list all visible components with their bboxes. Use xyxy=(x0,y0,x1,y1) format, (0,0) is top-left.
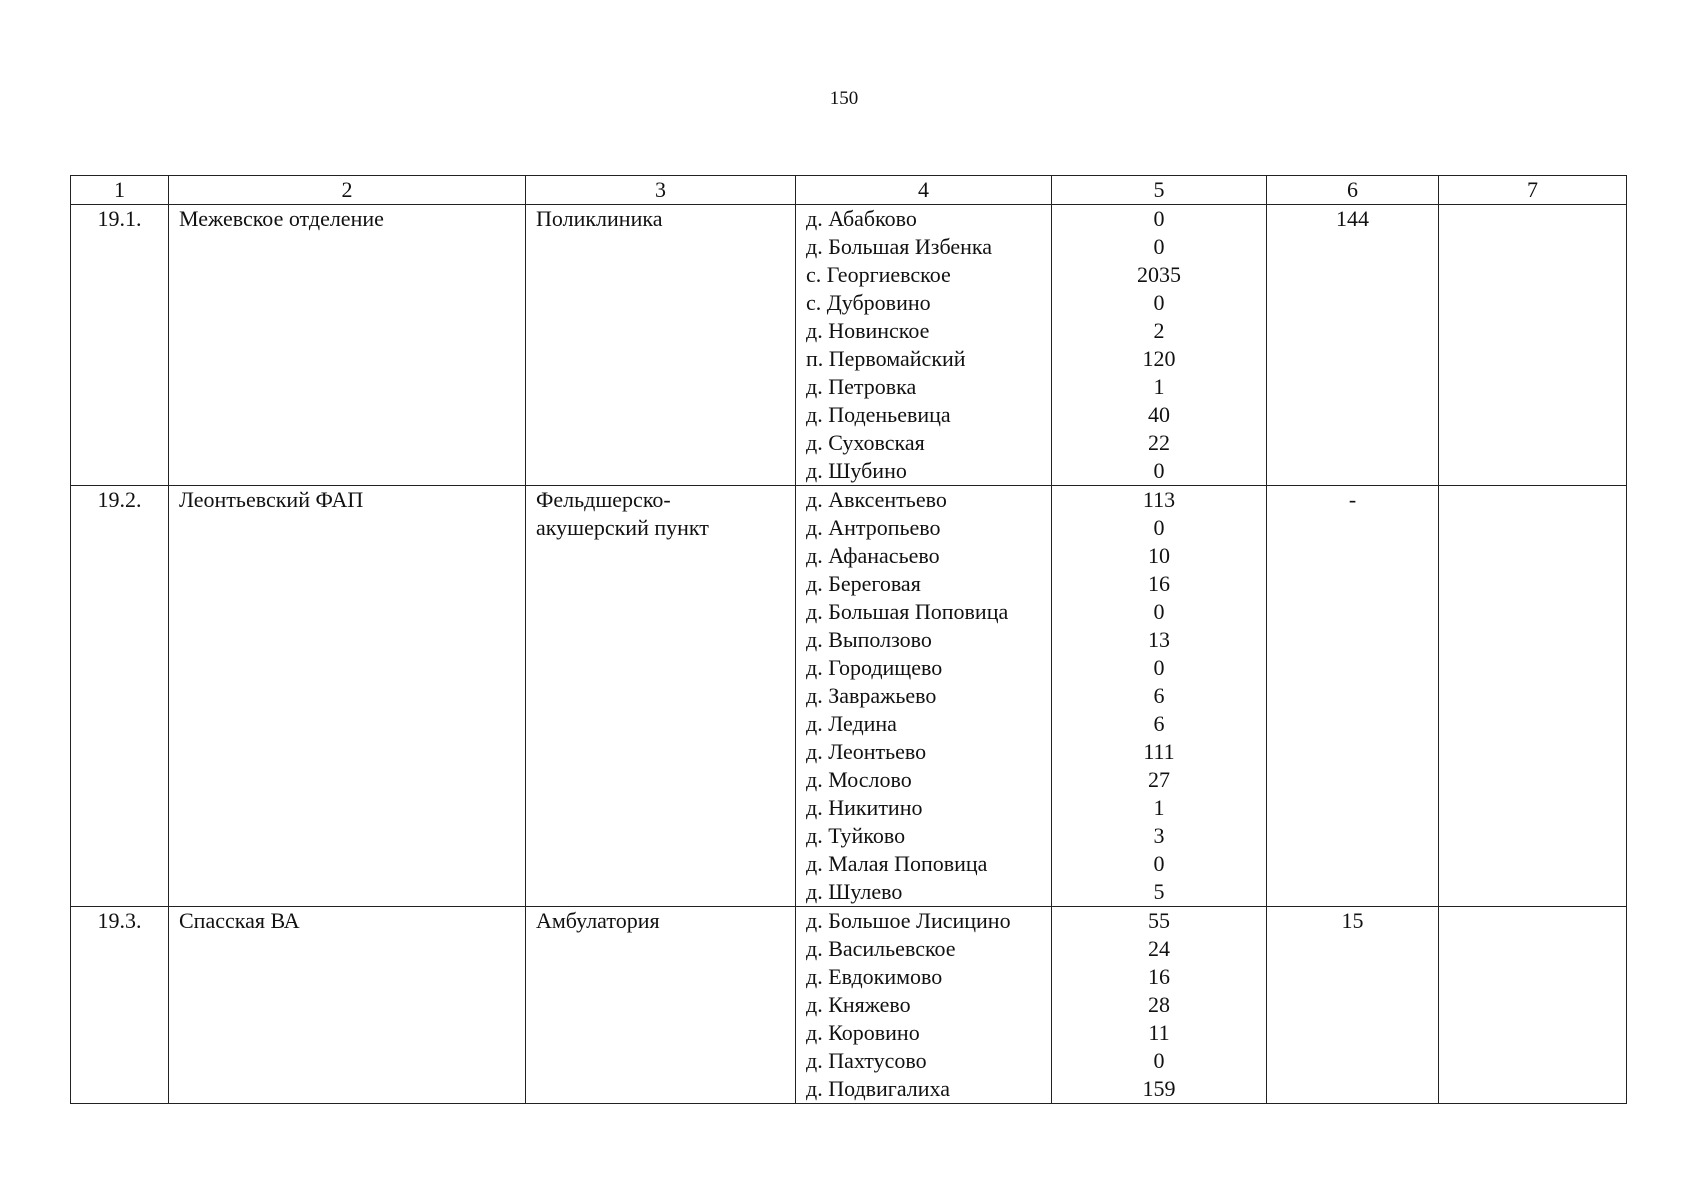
population-value: 10 xyxy=(1148,543,1170,568)
population-value: 1 xyxy=(1153,374,1165,399)
population-value: 0 xyxy=(1153,206,1165,231)
settlement-name: с. Дубровино xyxy=(806,290,931,315)
population-value: 113 xyxy=(1142,487,1176,512)
settlement-name: д. Туйково xyxy=(806,823,906,848)
facility-name: Межевское отделение xyxy=(179,206,384,231)
population-value: 6 xyxy=(1153,683,1165,708)
col6-value: - xyxy=(1348,487,1357,512)
population-value: 0 xyxy=(1153,599,1165,624)
header-col-2: 2 xyxy=(169,176,526,205)
facility-type-cell xyxy=(526,205,796,486)
settlement-name: с. Георгиевское xyxy=(806,262,951,287)
settlements-cell xyxy=(796,205,1052,486)
settlement-name: д. Подвигалиха xyxy=(806,1076,951,1101)
header-col-1: 1 xyxy=(71,176,169,205)
table-row xyxy=(71,205,1627,486)
col6-cell xyxy=(1267,205,1439,486)
facility-name-cell xyxy=(169,486,526,907)
facility-name-cell xyxy=(169,205,526,486)
settlement-name: д. Антропьево xyxy=(806,515,941,540)
settlement-name: д. Малая Поповица xyxy=(806,851,988,876)
col7-value xyxy=(1439,486,1626,514)
facility-type-cell xyxy=(526,907,796,1104)
population-value: 1 xyxy=(1153,795,1165,820)
col7-value xyxy=(1439,907,1626,935)
settlement-name: д. Мослово xyxy=(806,767,912,792)
facility-name: Спасская ВА xyxy=(179,908,300,933)
settlement-name: д. Евдокимово xyxy=(806,964,943,989)
row-number: 19.3. xyxy=(97,908,142,933)
population-value: 120 xyxy=(1142,346,1176,371)
population-value: 0 xyxy=(1153,851,1165,876)
settlement-name: д. Коровино xyxy=(806,1020,920,1045)
row-number-cell xyxy=(71,486,169,907)
population-cell xyxy=(1052,205,1267,486)
settlement-name: д. Афанасьево xyxy=(806,543,940,568)
facility-type-cell xyxy=(526,486,796,907)
facility-name-cell xyxy=(169,907,526,1104)
col7-value xyxy=(1439,205,1626,233)
population-value: 0 xyxy=(1153,655,1165,680)
col6-cell xyxy=(1267,907,1439,1104)
settlement-name: д. Леонтьево xyxy=(806,739,927,764)
col7-cell xyxy=(1439,486,1627,907)
settlement-name: д. Новинское xyxy=(806,318,930,343)
facility-type-line: акушерский пункт xyxy=(536,515,709,540)
table-row xyxy=(71,907,1627,1104)
col6-value: 15 xyxy=(1341,908,1364,933)
population-value: 0 xyxy=(1153,515,1165,540)
population-value: 159 xyxy=(1142,1076,1176,1101)
population-value: 0 xyxy=(1153,290,1165,315)
settlements-cell xyxy=(796,907,1052,1104)
col7-cell xyxy=(1439,205,1627,486)
header-col-3: 3 xyxy=(526,176,796,205)
header-col-7: 7 xyxy=(1439,176,1627,205)
settlement-name: д. Княжево xyxy=(806,992,911,1017)
population-value: 24 xyxy=(1148,936,1170,961)
population-value: 22 xyxy=(1148,430,1170,455)
settlement-name: д. Большая Избенка xyxy=(806,234,993,259)
row-number-cell xyxy=(71,907,169,1104)
settlement-name: д. Береговая xyxy=(806,571,921,596)
header-col-6: 6 xyxy=(1267,176,1439,205)
settlement-name: д. Большая Поповица xyxy=(806,599,1009,624)
header-col-5: 5 xyxy=(1052,176,1267,205)
settlement-name: д. Суховская xyxy=(806,430,925,455)
population-value: 28 xyxy=(1148,992,1170,1017)
settlement-name: д. Абабково xyxy=(806,206,917,231)
population-cell xyxy=(1052,907,1267,1104)
settlements-cell xyxy=(796,486,1052,907)
settlement-name: д. Завражьево xyxy=(806,683,937,708)
population-value: 0 xyxy=(1153,458,1165,483)
settlement-name: д. Поденьевица xyxy=(806,402,951,427)
population-value: 13 xyxy=(1148,627,1170,652)
population-value: 0 xyxy=(1153,1048,1165,1073)
col7-cell xyxy=(1439,907,1627,1104)
settlements-table xyxy=(70,175,1627,1104)
population-value: 111 xyxy=(1143,739,1175,764)
population-value: 55 xyxy=(1148,908,1170,933)
population-value: 6 xyxy=(1153,711,1165,736)
settlement-name: д. Васильевское xyxy=(806,936,956,961)
row-number: 19.2. xyxy=(97,487,142,512)
facility-type-line: Фельдшерско- xyxy=(536,487,671,512)
col6-cell xyxy=(1267,486,1439,907)
settlement-name: д. Никитино xyxy=(806,795,923,820)
col6-value: 144 xyxy=(1336,206,1369,231)
facility-name: Леонтьевский ФАП xyxy=(179,487,364,512)
population-value: 40 xyxy=(1148,402,1170,427)
population-value: 0 xyxy=(1153,234,1165,259)
population-value: 2035 xyxy=(1137,262,1181,287)
facility-type-line: Амбулатория xyxy=(536,908,660,933)
header-row xyxy=(71,176,1627,205)
table-body xyxy=(71,205,1627,1104)
settlement-name: д. Выползово xyxy=(806,627,932,652)
population-value: 11 xyxy=(1148,1020,1170,1045)
header-col-4: 4 xyxy=(796,176,1052,205)
settlement-name: д. Шулево xyxy=(806,879,903,904)
population-value: 3 xyxy=(1153,823,1165,848)
page-number: 150 xyxy=(829,88,859,109)
population-cell xyxy=(1052,486,1267,907)
row-number: 19.1. xyxy=(97,206,142,231)
settlement-name: д. Большое Лисицино xyxy=(806,908,1011,933)
settlement-name: п. Первомайский xyxy=(806,346,966,371)
settlement-name: д. Пахтусово xyxy=(806,1048,927,1073)
settlement-name: д. Авксентьево xyxy=(806,487,947,512)
settlement-name: д. Городищево xyxy=(806,655,943,680)
row-number-cell xyxy=(71,205,169,486)
table-row xyxy=(71,486,1627,907)
population-value: 16 xyxy=(1148,964,1170,989)
population-value: 16 xyxy=(1148,571,1170,596)
settlement-name: д. Ледина xyxy=(806,711,897,736)
settlement-name: д. Петровка xyxy=(806,374,917,399)
population-value: 5 xyxy=(1153,879,1165,904)
settlement-name: д. Шубино xyxy=(806,458,907,483)
population-value: 27 xyxy=(1148,767,1170,792)
facility-type-line: Поликлиника xyxy=(536,206,663,231)
population-value: 2 xyxy=(1153,318,1165,343)
